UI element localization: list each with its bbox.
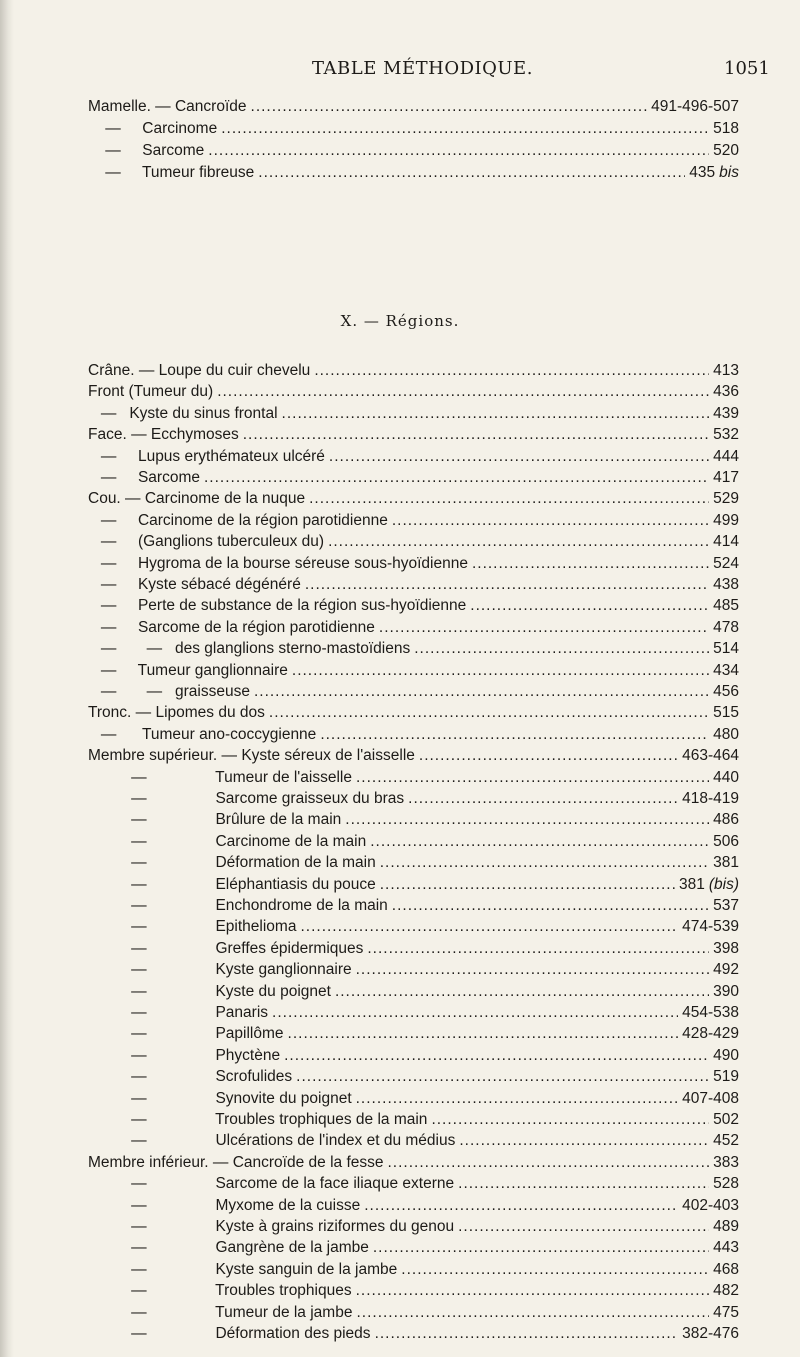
entry-label: — Sarcome [88, 142, 205, 159]
index-entry [88, 576, 739, 598]
index-entry [88, 747, 739, 769]
entry-page: 491-496-507 [651, 98, 739, 115]
entry-page: 417 [713, 469, 739, 486]
dot-leader [204, 469, 709, 487]
entry-label: — Tumeur ganglionnaire [88, 661, 288, 679]
index-entry [88, 1325, 739, 1347]
dot-leader [217, 383, 709, 401]
entry-page: 506 [713, 832, 739, 850]
index-entry [88, 597, 739, 619]
entry-label: — Panaris [88, 1004, 269, 1021]
dot-leader [380, 876, 675, 894]
entry-label: — Tumeur de la jambe [88, 1303, 353, 1321]
entry-label: — Déformation des pieds [88, 1325, 371, 1342]
dot-leader [320, 726, 709, 744]
index-entry [88, 1111, 739, 1133]
index-entry [88, 405, 739, 427]
index-entry [88, 769, 739, 791]
dot-leader [392, 512, 709, 530]
entry-page: 436 [713, 383, 739, 401]
entry-page: 443 [713, 1239, 739, 1257]
entry-label: — (Ganglions tuberculeux du) [88, 533, 325, 551]
entry-label: — Ulcérations de l'index et du médius [88, 1132, 456, 1150]
index-entry [88, 662, 739, 684]
index-entry [88, 469, 739, 491]
index-entry [88, 940, 739, 962]
dot-leader [269, 704, 709, 722]
entry-page: 478 [713, 618, 739, 636]
entry-label: — Carcinome de la région parotidienne [88, 511, 388, 529]
index-entry [88, 833, 739, 855]
dot-leader [356, 1304, 709, 1322]
index-entry [88, 897, 739, 919]
entry-label: — — graisseuse [88, 683, 250, 700]
dot-leader [356, 1090, 678, 1108]
dot-leader [314, 362, 709, 380]
entry-page: 480 [713, 725, 739, 743]
entry-label: — Epithelioma [88, 918, 297, 936]
dot-leader [296, 1068, 709, 1086]
dot-leader [254, 683, 709, 701]
entry-label: — Carcinome [88, 120, 218, 137]
dot-leader [284, 1047, 709, 1065]
dot-leader [364, 1197, 678, 1215]
entry-label: — Kyste sanguin de la jambe [88, 1260, 398, 1278]
entry-label: — Hygroma de la bourse séreuse sous-hyoïdienne [88, 554, 468, 572]
entry-page: 383 [713, 1153, 739, 1171]
dot-leader [380, 854, 709, 872]
dot-leader [335, 983, 709, 1001]
dot-leader [459, 1132, 709, 1150]
dot-leader [300, 918, 678, 936]
entry-label: — Déformation de la main [88, 854, 376, 872]
entry-page: 456 [713, 683, 739, 700]
index-entry [88, 1261, 739, 1283]
dot-leader [356, 769, 709, 787]
dot-leader [370, 833, 709, 851]
entry-label: Cou. — Carcinome de la nuque [88, 490, 306, 508]
entry-page: 398 [713, 939, 739, 957]
index-entry [88, 142, 739, 164]
dot-leader [392, 897, 709, 915]
index-entry [88, 555, 739, 577]
dot-leader [305, 576, 709, 594]
dot-leader [356, 1282, 710, 1300]
entry-page: 381 [713, 854, 739, 872]
dot-leader [329, 448, 709, 466]
dot-leader [292, 662, 709, 680]
index-entry [88, 490, 739, 512]
entry-label: — Sarcome [88, 469, 200, 486]
index-entry [88, 426, 739, 448]
entry-page: 475 [713, 1303, 739, 1321]
section-heading: X. — Régions. [340, 312, 460, 330]
index-entry [88, 1239, 739, 1261]
index-entry [88, 1025, 739, 1047]
entry-label: — Kyste du poignet [88, 982, 331, 1000]
index-entry [88, 983, 739, 1005]
dot-leader [345, 811, 709, 829]
dot-leader [282, 405, 710, 423]
entry-label: — Brûlure de la main [88, 811, 342, 829]
index-entry [88, 448, 739, 470]
entry-label: — Tumeur fibreuse [88, 164, 255, 181]
entry-page: 502 [713, 1111, 739, 1128]
index-entry [88, 961, 739, 983]
entry-label: Front (Tumeur du) [88, 383, 214, 401]
entry-page: 482 [713, 1282, 739, 1300]
entry-label: — Eléphantiasis du pouce [88, 875, 376, 893]
index-entry [88, 533, 739, 555]
entry-label: Membre supérieur. — Kyste séreux de l'aisselle [88, 747, 415, 765]
entry-label: — Tumeur ano-coccygienne [88, 725, 317, 743]
dot-leader [373, 1239, 709, 1257]
entry-page: 518 [713, 120, 739, 137]
entry-page: 434 [713, 661, 739, 679]
entry-label: — Scrofulides [88, 1068, 293, 1086]
index-entry [88, 704, 739, 726]
entry-page: 520 [713, 142, 739, 159]
running-header [0, 58, 800, 82]
entry-page-suffix: (bis) [708, 875, 739, 893]
entry-page: 407-408 [682, 1089, 739, 1107]
index-entry [88, 876, 739, 898]
entry-page: 486 [713, 811, 739, 829]
entry-page-suffix: bis [719, 164, 739, 181]
index-entry [88, 683, 739, 705]
index-entry [88, 1068, 739, 1090]
entry-page: 382-476 [682, 1325, 739, 1342]
index-entry [88, 120, 739, 142]
dot-leader [414, 640, 709, 658]
index-entry [88, 619, 739, 641]
entry-page: 463-464 [682, 747, 739, 765]
index-entry [88, 362, 739, 384]
entry-page: 438 [713, 576, 739, 593]
index-entry [88, 1154, 739, 1176]
index-entry [88, 1175, 739, 1197]
entry-label: — Tumeur de l'aisselle [88, 768, 352, 786]
entry-page: 514 [713, 640, 739, 658]
page-edge [0, 0, 14, 1357]
entry-label: — Perte de substance de la région sus-hyoïdienne [88, 597, 467, 615]
entry-label: — Phyctène [88, 1046, 281, 1064]
entry-label: — Myxome de la cuisse [88, 1196, 361, 1214]
entry-page: 524 [713, 554, 739, 572]
entry-page: 452 [713, 1132, 739, 1150]
index-entry [88, 640, 739, 662]
index-entry [88, 918, 739, 940]
entry-label: Crâne. — Loupe du cuir chevelu [88, 362, 311, 379]
entry-label: — Sarcome de la face iliaque externe [88, 1175, 455, 1193]
dot-leader [288, 1025, 679, 1043]
index-entry [88, 383, 739, 405]
entry-page: 499 [713, 511, 739, 529]
entry-page: 413 [713, 362, 739, 379]
dot-leader [356, 961, 710, 979]
dot-leader [309, 490, 709, 508]
dot-leader [408, 790, 678, 808]
index-entry [88, 1004, 739, 1026]
index-entry [88, 790, 739, 812]
dot-leader [208, 142, 709, 160]
dot-leader [272, 1004, 678, 1022]
page-number: 1051 [724, 58, 770, 79]
entry-label: — Enchondrome de la main [88, 897, 388, 914]
dot-leader [328, 533, 709, 551]
entry-label: — Synovite du poignet [88, 1089, 352, 1107]
entry-page: 492 [713, 961, 739, 979]
index-entry [88, 1282, 739, 1304]
entry-page: 414 [713, 533, 739, 551]
entry-label: — Carcinome de la main [88, 832, 367, 850]
entry-page: 390 [713, 982, 739, 1000]
entry-label: — Lupus erythémateux ulcéré [88, 447, 325, 465]
index-entry [88, 1132, 739, 1154]
entry-page: 435 [689, 164, 716, 181]
entry-page: 529 [713, 490, 739, 508]
entry-page: 440 [713, 768, 739, 786]
entry-label: — Kyste ganglionnaire [88, 961, 352, 979]
entry-label: Tronc. — Lipomes du dos [88, 704, 265, 722]
dot-leader [472, 555, 709, 573]
entry-page: 418-419 [682, 790, 739, 807]
entry-label: — Kyste du sinus frontal [88, 404, 278, 422]
dot-leader [431, 1111, 709, 1129]
dot-leader [419, 747, 678, 765]
dot-leader [458, 1175, 709, 1193]
entry-page: 428-429 [682, 1025, 739, 1043]
dot-leader [375, 1325, 679, 1343]
index-entry [88, 1090, 739, 1112]
index-entry [88, 811, 739, 833]
entry-page: 528 [713, 1175, 739, 1193]
entry-page: 537 [713, 897, 739, 914]
entry-page: 485 [713, 597, 739, 615]
entry-page: 381 [678, 875, 705, 893]
entry-page: 468 [713, 1260, 739, 1278]
index-entry [88, 512, 739, 534]
entry-label: — Sarcome graisseux du bras [88, 790, 405, 807]
index-entry [88, 98, 739, 120]
index-entry [88, 1304, 739, 1326]
index-entry [88, 726, 739, 748]
entry-page: 489 [713, 1218, 739, 1235]
entry-label: — Gangrène de la jambe [88, 1239, 369, 1257]
entry-label: — Kyste à grains riziformes du genou [88, 1218, 455, 1235]
index-entry [88, 164, 739, 186]
entry-page: 454-538 [682, 1004, 739, 1021]
entry-page: 444 [713, 447, 739, 465]
index-entry [88, 1218, 739, 1240]
entry-label: Membre inférieur. — Cancroïde de la fesse [88, 1153, 384, 1171]
index-entry [88, 1047, 739, 1069]
entry-label: Face. — Ecchymoses [88, 426, 239, 444]
index-entry [88, 1197, 739, 1219]
dot-leader [401, 1261, 709, 1279]
page-title: TABLE MÉTHODIQUE. [312, 58, 533, 79]
dot-leader [458, 1218, 709, 1236]
dot-leader [258, 164, 685, 182]
dot-leader [470, 597, 709, 615]
entry-page: 519 [713, 1068, 739, 1086]
entry-label: — — des glanglions sterno-mastoïdiens [88, 640, 411, 658]
dot-leader [221, 120, 709, 138]
entry-page: 490 [713, 1046, 739, 1064]
dot-leader [367, 940, 709, 958]
entry-label: — Kyste sébacé dégénéré [88, 576, 301, 593]
dot-leader [379, 619, 709, 637]
index-entry [88, 854, 739, 876]
entry-page: 515 [713, 704, 739, 722]
entry-label: — Troubles trophiques de la main [88, 1111, 428, 1128]
entry-page: 474-539 [682, 918, 739, 936]
dot-leader [251, 98, 648, 116]
entry-label: — Troubles trophiques [88, 1282, 352, 1300]
entry-label: — Papillôme [88, 1025, 284, 1043]
entry-label: Mamelle. — Cancroïde [88, 98, 247, 115]
entry-label: — Sarcome de la région parotidienne [88, 618, 375, 636]
entry-label: — Greffes épidermiques [88, 939, 364, 957]
entry-page: 532 [713, 426, 739, 444]
entry-page: 402-403 [682, 1196, 739, 1214]
dot-leader [388, 1154, 710, 1172]
entry-page: 439 [713, 404, 739, 422]
dot-leader [243, 426, 709, 444]
